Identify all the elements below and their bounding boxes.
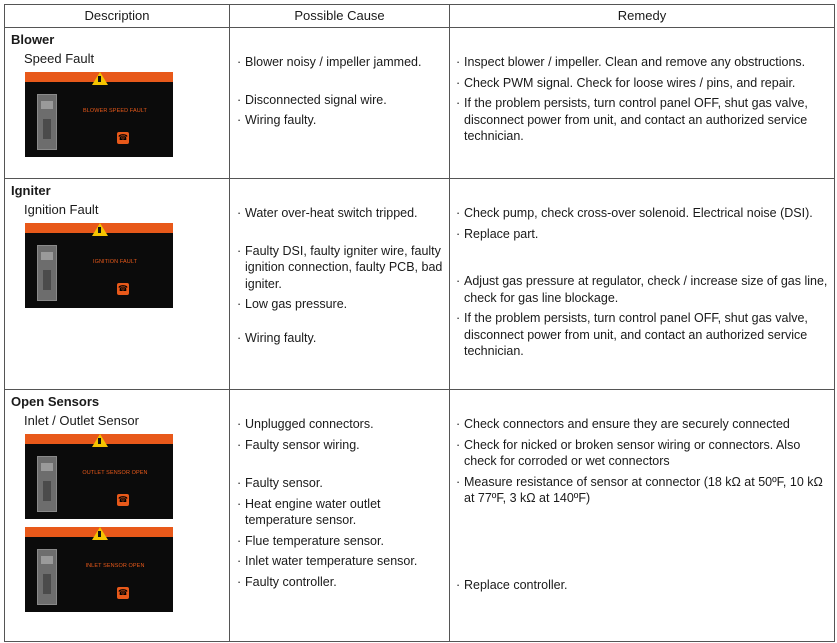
cause-item: · Low gas pressure. (237, 296, 445, 313)
causes-cell (230, 179, 450, 390)
remedies-cell (450, 390, 835, 642)
description-cell (5, 390, 230, 642)
screen-fault-text: OUTLET SENSOR OPEN (82, 470, 148, 476)
remedies-cell (450, 179, 835, 390)
fault-screen-image (25, 223, 173, 308)
cause-item: · Water over-heat switch tripped. (237, 205, 445, 222)
cause-item: · Faulty DSI, faulty igniter wire, faulty ignition connection, faulty PCB, bad igniter. (237, 243, 445, 293)
troubleshooting-table (4, 4, 835, 642)
category-label: Open Sensors (11, 394, 100, 409)
screen-fault-text: IGNITION FAULT (92, 259, 138, 265)
subcategory-label: Ignition Fault (24, 202, 99, 217)
table-header-row (5, 5, 835, 28)
cause-item: · Faulty controller. (237, 574, 445, 591)
cause-item: · Faulty sensor wiring. (237, 437, 445, 454)
cause-item: · Unplugged connectors. (237, 416, 445, 433)
screen-fault-text: BLOWER SPEED FAULT (82, 108, 148, 114)
water-heater-unit-icon (37, 456, 57, 512)
remedies-cell (450, 28, 835, 179)
screen-fault-text: INLET SENSOR OPEN (85, 563, 145, 569)
warning-mark (98, 76, 101, 82)
warning-mark (98, 227, 101, 233)
remedy-item: · Check connectors and ensure they are securely connected (456, 416, 830, 433)
cause-item: · Disconnected signal wire. (237, 92, 445, 109)
subcategory-label: Inlet / Outlet Sensor (24, 413, 139, 428)
remedy-item: · If the problem persists, turn control panel OFF, shut gas valve, disconnect power from unit, and contact an authorized service technician. (456, 95, 830, 145)
table-row (5, 28, 835, 179)
causes-cell (230, 28, 450, 179)
cause-item: · Wiring faulty. (237, 112, 445, 129)
warning-mark (98, 438, 101, 444)
description-cell (5, 179, 230, 390)
remedy-item: · Adjust gas pressure at regulator, check / increase size of gas line, check for gas line blockage. (456, 273, 830, 306)
water-heater-unit-icon (37, 245, 57, 301)
remedy-item: · Replace controller. (456, 577, 830, 594)
cause-item: · Heat engine water outlet temperature sensor. (237, 496, 445, 529)
remedy-item: · Check for nicked or broken sensor wiring or connectors. Also check for corroded or wet connectors (456, 437, 830, 470)
water-heater-unit-icon (37, 549, 57, 605)
fault-screen-image (25, 72, 173, 157)
table-row (5, 179, 835, 390)
phone-service-icon: ☎ (118, 133, 128, 142)
water-heater-unit-icon (37, 94, 57, 150)
header-remedy: Remedy (450, 5, 835, 28)
causes-cell (230, 390, 450, 642)
category-label: Igniter (11, 183, 51, 198)
header-description: Description (5, 5, 230, 28)
warning-mark (98, 531, 101, 537)
header-possible-cause: Possible Cause (230, 5, 450, 28)
fault-screen-image (25, 527, 173, 612)
remedy-item: · If the problem persists, turn control panel OFF, shut gas valve, disconnect power from unit, and contact an authorized service technician. (456, 310, 830, 360)
cause-item: · Wiring faulty. (237, 330, 445, 347)
table-row (5, 390, 835, 642)
remedy-item: · Check pump, check cross-over solenoid. Electrical noise (DSI). (456, 205, 830, 222)
description-cell (5, 28, 230, 179)
phone-service-icon: ☎ (118, 495, 128, 504)
fault-screen-image (25, 434, 173, 519)
cause-item: · Flue temperature sensor. (237, 533, 445, 550)
phone-service-icon: ☎ (118, 588, 128, 597)
subcategory-label: Speed Fault (24, 51, 95, 66)
remedy-item: · Replace part. (456, 226, 830, 243)
remedy-item: · Check PWM signal. Check for loose wires / pins, and repair. (456, 75, 830, 92)
cause-item: · Blower noisy / impeller jammed. (237, 54, 445, 71)
remedy-item: · Inspect blower / impeller. Clean and remove any obstructions. (456, 54, 830, 71)
remedy-item: · Measure resistance of sensor at connector (18 kΩ at 50ºF, 10 kΩ at 77ºF, 3 kΩ at 140ºF) (456, 474, 830, 507)
phone-service-icon: ☎ (118, 284, 128, 293)
category-label: Blower (11, 32, 55, 47)
cause-item: · Inlet water temperature sensor. (237, 553, 445, 570)
cause-item: · Faulty sensor. (237, 475, 445, 492)
